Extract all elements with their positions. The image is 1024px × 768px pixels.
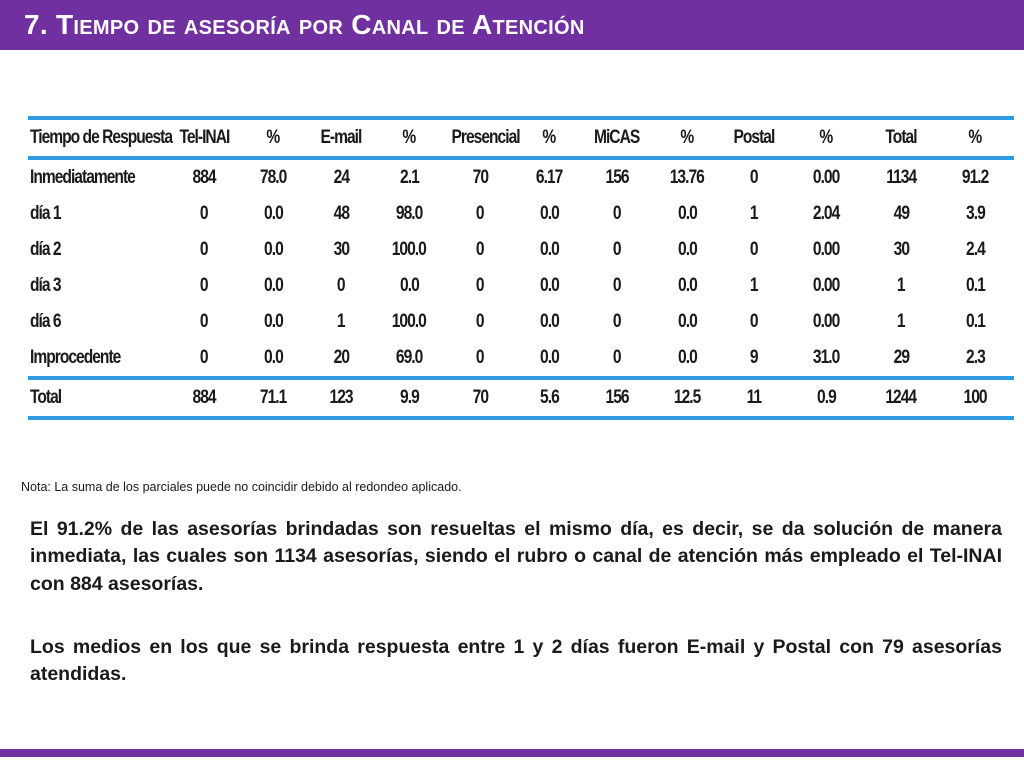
total-cell: 11 [746, 387, 762, 408]
table-row [28, 340, 1014, 378]
table-cell: 2.1 [399, 167, 419, 188]
table-cell: 0.0 [677, 203, 697, 224]
table-cell: 0 [200, 239, 208, 260]
table-cell: 0.0 [399, 275, 419, 296]
table-header-row [28, 118, 1014, 158]
total-cell: 100 [963, 387, 987, 408]
total-cell: 70 [472, 387, 488, 408]
total-cell: 123 [329, 387, 353, 408]
total-label: Total [30, 387, 62, 408]
table-cell: 0 [476, 239, 484, 260]
total-cell: 9.9 [399, 387, 419, 408]
total-cell: 884 [192, 387, 216, 408]
column-header: % [680, 127, 694, 148]
column-header: Postal [733, 127, 775, 148]
table-cell: 2.4 [965, 239, 985, 260]
table-cell: 2.04 [812, 203, 840, 224]
table-cell: 30 [893, 239, 909, 260]
total-cell: 12.5 [673, 387, 701, 408]
table-cell: 0.0 [677, 311, 697, 332]
table-cell: 24 [333, 167, 349, 188]
table-cell: 0 [476, 347, 484, 368]
table-cell: 0 [476, 203, 484, 224]
table-cell: 0 [200, 347, 208, 368]
title-bar [0, 0, 1024, 50]
table-cell: 0.00 [812, 311, 840, 332]
table-body [28, 158, 1014, 378]
table-cell: 0 [613, 347, 621, 368]
table-row [28, 304, 1014, 340]
table-cell: 49 [893, 203, 909, 224]
table-row [28, 196, 1014, 232]
table-cell: 100.0 [391, 311, 427, 332]
table-total-row [28, 378, 1014, 418]
table-cell: 0.0 [539, 275, 559, 296]
table-cell: 0 [476, 275, 484, 296]
total-cell: 156 [605, 387, 629, 408]
footnote: Nota: La suma de los parciales puede no coincidir debido al redondeo aplicado. [21, 480, 462, 494]
table-cell: 0 [337, 275, 345, 296]
table-cell: 0 [750, 311, 758, 332]
table-cell: 0.0 [263, 347, 283, 368]
table-cell: 0.0 [677, 347, 697, 368]
table-cell: 31.0 [812, 347, 840, 368]
response-time-table-container [28, 116, 989, 420]
table-row [28, 158, 1014, 196]
column-header: Tiempo de Respuesta [30, 127, 173, 148]
table-cell: 91.2 [961, 167, 989, 188]
column-header: Presencial [451, 127, 520, 148]
table-cell: 100.0 [391, 239, 427, 260]
table-cell: 0 [750, 239, 758, 260]
table-cell: 0 [613, 311, 621, 332]
column-header: % [266, 127, 280, 148]
total-cell: 71.1 [259, 387, 287, 408]
table-cell: 0.0 [539, 239, 559, 260]
column-header: MiCAS [594, 127, 640, 148]
table-cell: 0.0 [263, 203, 283, 224]
row-label: día 3 [30, 275, 61, 296]
column-header: % [819, 127, 833, 148]
table-cell: 0.00 [812, 239, 840, 260]
column-header: Tel-INAI [179, 127, 229, 148]
table-cell: 78.0 [259, 167, 287, 188]
table-cell: 0.0 [539, 311, 559, 332]
table-cell: 0 [613, 239, 621, 260]
total-cell: 5.6 [539, 387, 559, 408]
table-cell: 884 [192, 167, 216, 188]
table-cell: 0 [200, 275, 208, 296]
table-cell: 1 [750, 275, 758, 296]
column-header: Total [885, 127, 917, 148]
table-cell: 0.00 [812, 275, 840, 296]
table-cell: 13.76 [669, 167, 705, 188]
table-cell: 0.0 [263, 275, 283, 296]
table-cell: 6.17 [535, 167, 563, 188]
response-time-table [28, 116, 1014, 420]
column-header: % [542, 127, 556, 148]
table-cell: 69.0 [395, 347, 423, 368]
table-cell: 1 [337, 311, 345, 332]
table-cell: 70 [472, 167, 488, 188]
table-cell: 3.9 [965, 203, 985, 224]
table-cell: 0.00 [812, 167, 840, 188]
total-cell: 1244 [885, 387, 917, 408]
table-cell: 0.0 [263, 239, 283, 260]
row-label: Inmediatamente [30, 167, 135, 188]
column-header: % [402, 127, 416, 148]
table-cell: 1 [897, 311, 905, 332]
table-cell: 0 [750, 167, 758, 188]
row-label: día 1 [30, 203, 61, 224]
table-cell: 0.0 [677, 239, 697, 260]
footer-bar [0, 749, 1024, 757]
table-cell: 20 [333, 347, 349, 368]
table-cell: 0.0 [539, 203, 559, 224]
page-title: 7. Tiempo de asesoría por Canal de Atención [24, 9, 585, 40]
summary-paragraph-2: Los medios en los que se brinda respuesta entre 1 y 2 días fueron E-mail y Postal con 79 asesorías atendidas. [30, 636, 1002, 686]
table-cell: 30 [333, 239, 349, 260]
row-label: día 6 [30, 311, 61, 332]
table-cell: 9 [750, 347, 758, 368]
table-cell: 0 [200, 203, 208, 224]
table-cell: 0 [476, 311, 484, 332]
table-row [28, 268, 1014, 304]
table-cell: 2.3 [965, 347, 985, 368]
summary-paragraph-1: El 91.2% de las asesorías brindadas son resueltas el mismo día, es decir, se da solución de manera inmediata, las cuales son 1134 asesorías, siendo el rubro o canal de atención más empleado el Tel-INAI con 884 asesorías. [30, 518, 1002, 595]
table-cell: 0.0 [539, 347, 559, 368]
table-row [28, 232, 1014, 268]
table-cell: 1134 [886, 167, 916, 188]
total-cell: 0.9 [816, 387, 836, 408]
table-cell: 0.1 [965, 311, 985, 332]
table-cell: 98.0 [395, 203, 423, 224]
table-cell: 0 [613, 275, 621, 296]
table-cell: 0.0 [677, 275, 697, 296]
table-cell: 29 [893, 347, 909, 368]
table-cell: 48 [333, 203, 349, 224]
table-cell: 1 [750, 203, 758, 224]
table-cell: 0 [200, 311, 208, 332]
row-label: Improcedente [30, 347, 121, 368]
table-cell: 0 [613, 203, 621, 224]
column-header: % [968, 127, 982, 148]
row-label: día 2 [30, 239, 61, 260]
table-cell: 0.1 [965, 275, 985, 296]
table-cell: 0.0 [263, 311, 283, 332]
table-cell: 156 [605, 167, 629, 188]
column-header: E-mail [320, 127, 362, 148]
table-cell: 1 [897, 275, 905, 296]
